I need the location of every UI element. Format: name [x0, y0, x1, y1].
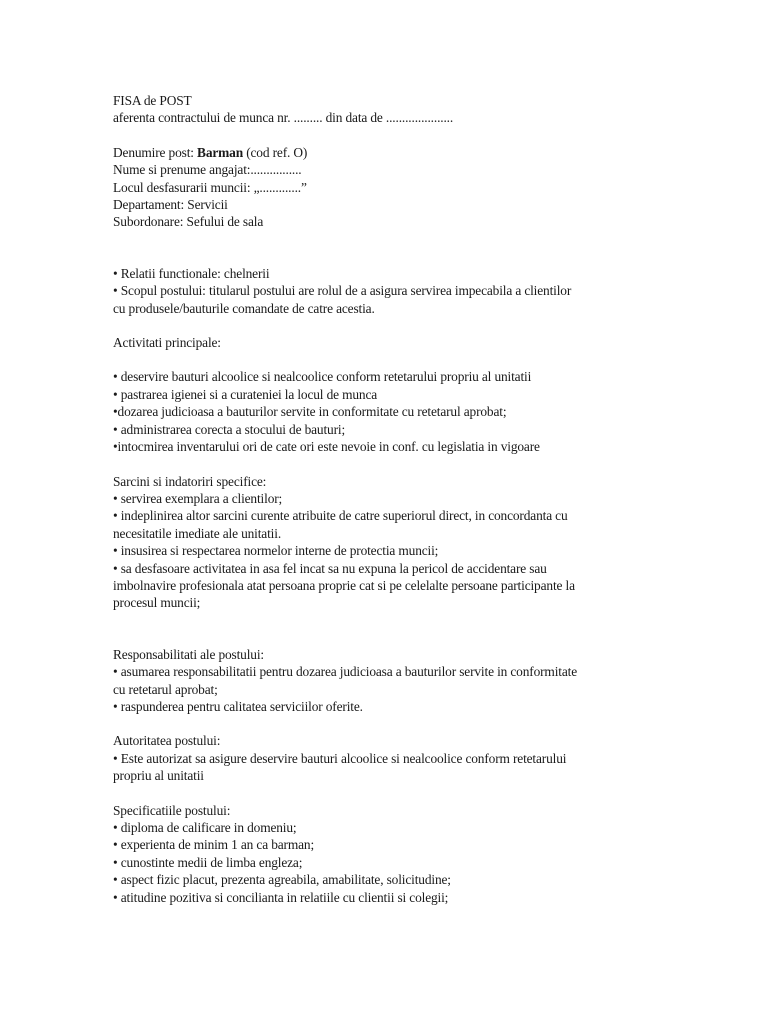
- spacer: [113, 612, 673, 646]
- spacer: [113, 456, 673, 473]
- job-title-suffix: (cod ref. O): [243, 144, 308, 160]
- list-item: • pastrarea igienei si a curateniei la locul de munca: [113, 386, 378, 402]
- list-item: • administrarea corecta a stocului de bauturi;: [113, 421, 346, 437]
- job-scope-line: • Scopul postului: titularul postului are rolul de a asigura servirea impecabila a clientilor: [113, 283, 572, 299]
- document-title: FISA de POST: [113, 93, 192, 108]
- main-activities-heading: Activitati principale:: [113, 335, 221, 351]
- list-item: •intocmirea inventarului ori de cate ori este nevoie in conf. cu legislatia in vigoare: [113, 439, 540, 455]
- spacer: [113, 127, 673, 144]
- job-title-name: Barman: [197, 144, 243, 160]
- list-item: • deservire bauturi alcoolice si nealcoolice conform retetarului propriu al unitatii: [113, 369, 532, 385]
- list-item: • diploma de calificare in domeniu;: [113, 820, 297, 835]
- responsibilities-heading: Responsabilitati ale postului:: [113, 646, 264, 662]
- list-item: • cunostinte medii de limba engleza;: [113, 854, 303, 870]
- list-item: necesitatile imediate ale unitatii.: [113, 525, 282, 541]
- job-scope-line: cu produsele/bauturile comandate de catre acestia.: [113, 300, 375, 316]
- spacer: [113, 785, 673, 802]
- list-item: • Este autorizat sa asigure deservire bauturi alcoolice si nealcoolice conform retetarului: [113, 750, 567, 766]
- department-line: Departament: Servicii: [113, 197, 228, 213]
- list-item: • sa desfasoare activitatea in asa fel incat sa nu expuna la pericol de accidentare sau: [113, 560, 547, 576]
- list-item: • experienta de minim 1 an ca barman;: [113, 837, 315, 853]
- list-item: procesul muncii;: [113, 595, 201, 611]
- document-page: [113, 92, 673, 906]
- specifications-heading: Specificatiile postului:: [113, 802, 231, 818]
- spacer: [113, 231, 673, 265]
- list-item: • indeplinirea altor sarcini curente atribuite de catre superiorul direct, in concordanta cu: [113, 508, 568, 524]
- list-item: imbolnavire profesionala atat persoana proprie cat si pe celelalte persoane participante la: [113, 577, 575, 593]
- employee-name-line: Nume si prenume angajat:................: [113, 162, 302, 178]
- list-item: cu retetarul aprobat;: [113, 681, 218, 697]
- list-item: • insusirea si respectarea normelor interne de protectia muncii;: [113, 543, 439, 559]
- list-item: • servirea exemplara a clientilor;: [113, 490, 283, 506]
- list-item: propriu al unitatii: [113, 768, 204, 784]
- document-subtitle: aferenta contractului de munca nr. ......... din data de .....................: [113, 110, 454, 126]
- functional-relations-line: • Relatii functionale: chelnerii: [113, 265, 270, 281]
- subordination-line: Subordonare: Sefului de sala: [113, 214, 264, 230]
- authority-heading: Autoritatea postului:: [113, 733, 221, 749]
- specific-tasks-heading: Sarcini si indatoriri specifice:: [113, 473, 267, 489]
- list-item: • aspect fizic placut, prezenta agreabila, amabilitate, solicitudine;: [113, 872, 451, 888]
- list-item: •dozarea judicioasa a bauturilor servite in conformitate cu retetarul aprobat;: [113, 404, 507, 420]
- list-item: • raspunderea pentru calitatea serviciilor oferite.: [113, 698, 363, 714]
- list-item: • asumarea responsabilitatii pentru dozarea judicioasa a bauturilor servite in conformitate: [113, 664, 577, 680]
- work-location-line: Locul desfasurarii muncii: „.............”: [113, 179, 307, 195]
- spacer: [113, 715, 673, 732]
- list-item: • atitudine pozitiva si concilianta in relatiile cu clientii si colegii;: [113, 889, 449, 905]
- spacer: [113, 317, 673, 334]
- spacer: [113, 351, 673, 368]
- job-title-line: [113, 144, 673, 161]
- job-title-prefix: Denumire post:: [113, 144, 198, 160]
